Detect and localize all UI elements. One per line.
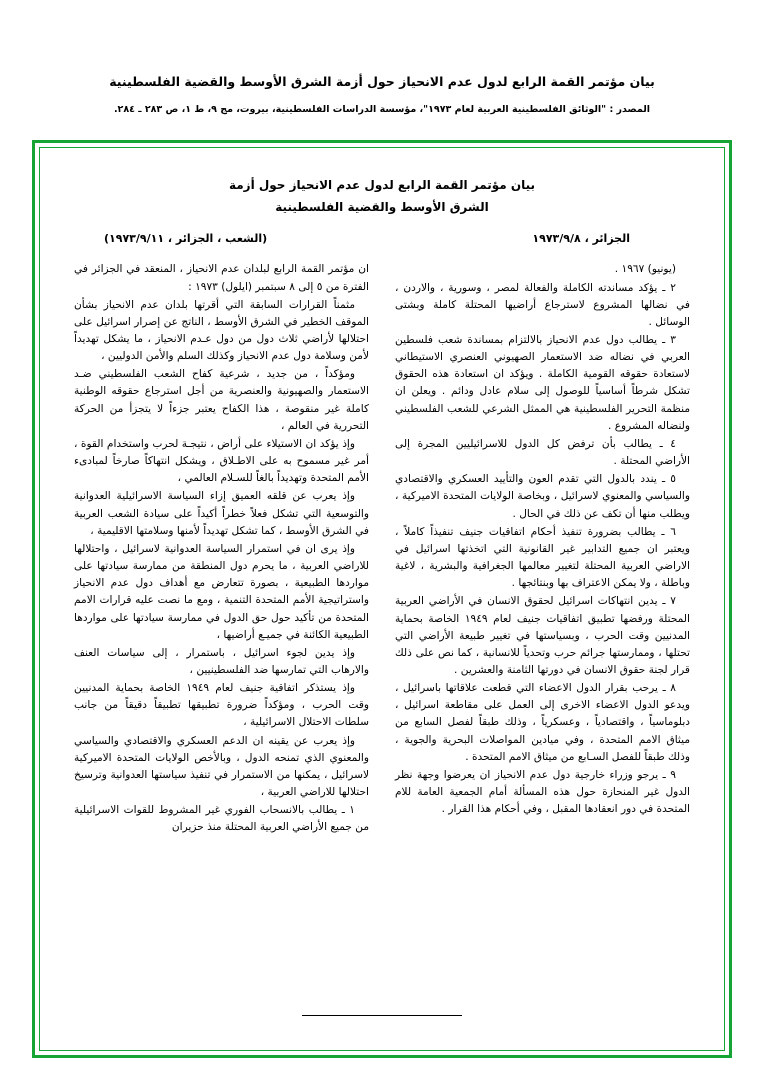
column-left <box>395 261 690 837</box>
paragraph: ٩ ـ يرجو وزراء خارجية دول عدم الانحياز ان يعرضوا وجهة نظر الدول غير المنحازة حول هذه المسألة أمام الجمعية العامة للام المتحدة في دور انعقادها المقبل ، وفي أحكام هذا القرار . <box>395 768 690 816</box>
paragraph: وإذ يعرب عن قلقه العميق إزاء السياسة الاسرائيلية العدوانية والتوسعية التي تشكل فعلاً خطراً أكيداً على سيادة الشعب العربية في الشرق الأوسط ، كما تشكل تهديداً لأمنها وسلامتها الاقليمية ، <box>74 490 369 537</box>
paragraph: ٨ ـ يرحب بقرار الدول الاعضاء التي قطعت علاقاتها باسرائيل ، ويدعو الدول الاعضاء الاخرى إلى العمل على مقاطعة اسرائيل ، دبلوماسياً ، واقتصادياً ، وعسكرياً ، وذلك طبقاً لفصل السابع من ميثاق الامم المتحدة ، وفي ميادين المواصلات البحرية والجوية ، وذلك طبقاً للفصل السـابع من ميثاق الامم المتحدة . <box>395 682 690 763</box>
document-body <box>39 147 725 1051</box>
footer-divider <box>302 1015 462 1016</box>
document-heading-line-1: بيان مؤتمر القمة الرابع لدول عدم الانحياز حول أزمة <box>228 178 536 192</box>
paragraph: ٦ ـ يطالب بضرورة تنفيذ أحكام اتفاقيات جنيف تنفيذاً كاملاً ، ويعتبر ان جميع التدابير غير القانونية التي اتخذتها اسرائيل في الاراضي العربية المحتلة لتغيير معالمها الجغرافية والبشرية ، لاغية وباطلة ، ولا يمكن الاعتراف بها وبنتائجها . <box>395 525 690 590</box>
paragraph: ٤ ـ يطالب بأن ترفض كل الدول للاسرائيليين المجرة إلى الأراضي المحتلة . <box>395 437 690 468</box>
paragraph: وإذ يعرب عن يقينه ان الدعم العسكري والاقتصادي والسياسي والمعنوي الذي تمنحه الدول ، وبالأخص الولايات المتحدة الاميركية لاسرائيل ، يمكنها من الاستمرار في تنفيذ سياستها العدوانية وترسيخ احتلالها للاراضي العربية ، <box>74 734 369 799</box>
paragraph: ٧ ـ يدين انتهاكات اسرائيل لحقوق الانسان في الأراضي العربية المحتلة ورفضها تطبيق اتفاقيات جنيف لعام ١٩٤٩ الخاصة بحماية المدنيين وقت الحرب ، وبسياستها في تغيير طبيعة الأراضي التي تحتلها ، وممارستها جرائم حرب وتحدياً للانسانية ، كما نص على ذلك قرار لجنة حقوق الانسان في دورتها الثامنة والعشرين . <box>395 595 690 676</box>
paragraph: ٢ ـ يؤكد مساندته الكاملة والفعالة لمصر ، وسورية ، والاردن ، في نضالها المشروع لاسترجاع أراضيها المحتلة كاملة وبشتى الوسائل . <box>395 281 690 328</box>
paragraph: مثمناً القرارات السابقة التي أقرتها بلدان عدم الانحياز بشأن الموقف الخطير في الشرق الأوسط ، الناتج عن إصرار اسرائيل على احتلالها لأراضي ثلاث دول من دول عـدم الانحياز ، ما يشكل تهديداً لأمن وسلامة دول عدم الانحياز وكذلك السلم والأمن الدوليين ، <box>74 298 369 363</box>
document-citation: (الشعب ، الجزائر ، ١٩٧٣/٩/١١) <box>104 232 268 246</box>
column-right <box>74 261 369 837</box>
paragraph: ١ ـ يطالب بالانسحاب الفوري غير المشروط للقوات الاسرائيلية من جميع الأراضي العربية المحتلة منذ حزيران <box>74 804 369 834</box>
paragraph: ٥ ـ يندد بالدول التي تقدم العون والتأييد العسكري والاقتصادي والسياسي والمعنوي لاسرائيل ، وبخاصة الولايات المتحدة الاميركية ، ويطلب منها أن تكف عن ذلك في الحال . <box>395 473 690 520</box>
paragraph: وإذ يدين لجوء اسرائيل ، باستمرار ، إلى سياسات العنف والارهاب التي تمارسها ضد الفلسطينيين ، <box>74 646 369 676</box>
paragraph: (يونيو) ١٩٦٧ . <box>614 263 676 276</box>
page-header <box>0 0 764 117</box>
paragraph: وإذ يؤكد ان الاستيلاء على أراض ، نتيجـة لحرب واستخدام القوة ، أمر غير مسموح به على الاطـلاق ، ويشكل انتهاكاً صارخاً لمبادىء الأمم المتحدة وتهديداً بالغاً للسـلام العالمي ، <box>74 437 369 485</box>
page-title: بيان مؤتمر القمة الرابع لدول عدم الانحياز حول أزمة الشرق الأوسط والقضية الفلسطينية <box>109 74 655 89</box>
paragraph: ومؤكداً ، من جديد ، شرعية كفاح الشعب الفلسطيني ضـد الاستعمار والصهيونية والعنصرية من أجل استرجاع حقوقه الوطنية كاملة غير منقوصة ، هذا الكفاح يعتبر جزءاً لا يتجزأ من الحركة التحررية في العالم ، <box>74 368 369 432</box>
footer-rule-wrap <box>40 997 724 1016</box>
paragraph: ان مؤتمر القمة الرابع لبلدان عدم الانحياز ، المنعقد في الجزائر في الفترة من ٥ إلى ٨ سبتمبر (ايلول) ١٩٧٣ : <box>74 263 369 293</box>
source-citation: المصدر : "الوثائق الفلسطينية العربية لعام ١٩٧٣"، مؤسسة الدراسات الفلسطينية، بيروت، مج ٩، ط ١، ص ٢٨٣ ـ ٢٨٤. <box>113 104 651 115</box>
text-columns <box>74 261 690 837</box>
document-heading-line-2: الشرق الأوسط والقضية الفلسطينية <box>275 200 489 215</box>
green-border-frame <box>32 140 732 1058</box>
document-meta <box>74 232 690 245</box>
paragraph: ٣ ـ يطالب دول عدم الانحياز بالالتزام بمساندة شعب فلسطين العربي في نضاله ضد الاستعمار الصهيوني العنصري الاستيطاني لاستعادة حقوقه القومية الكاملة . ويؤكد ان استعادة هذه الحقوق تشكل شرطاً أساسياً للوصول إلى سلام عادل ودائم . ويعلن ان منظمة التحرير الفلسطينية هي الممثل الشرعي للشعب الفلسطيني ولنضاله المشروع . <box>395 334 690 432</box>
document-heading <box>74 174 690 218</box>
paragraph: وإذ يرى ان في استمرار السياسة العدوانية لاسرائيل ، واحتلالها للاراضي العربية ، ما يحرم دول المنطقة من ممارسة سيادتها على مواردها الطبيعية ، بصورة تتعارض مع أهداف دول عدم الانحياز واستراتيجية الأمم المتحدة التنمية ، ومع ما نصت عليه قرارات الامم المتحدة من تأكيد حول حق الدول في ممارسة سيادتها على مواردها الطبيعية الكائنة في جميـع أراضيها ، <box>74 542 369 641</box>
document-date: الجزائر ، ١٩٧٣/٩/٨ <box>532 232 630 246</box>
paragraph: وإذ يستذكر اتفاقية جنيف لعام ١٩٤٩ الخاصة بحماية المدنيين وقت الحرب ، ومؤكداً ضرورة تطبيقها تطبيقاً دقيقاً من جانب سلطات الاحتلال الاسرائيلية ، <box>74 682 369 729</box>
